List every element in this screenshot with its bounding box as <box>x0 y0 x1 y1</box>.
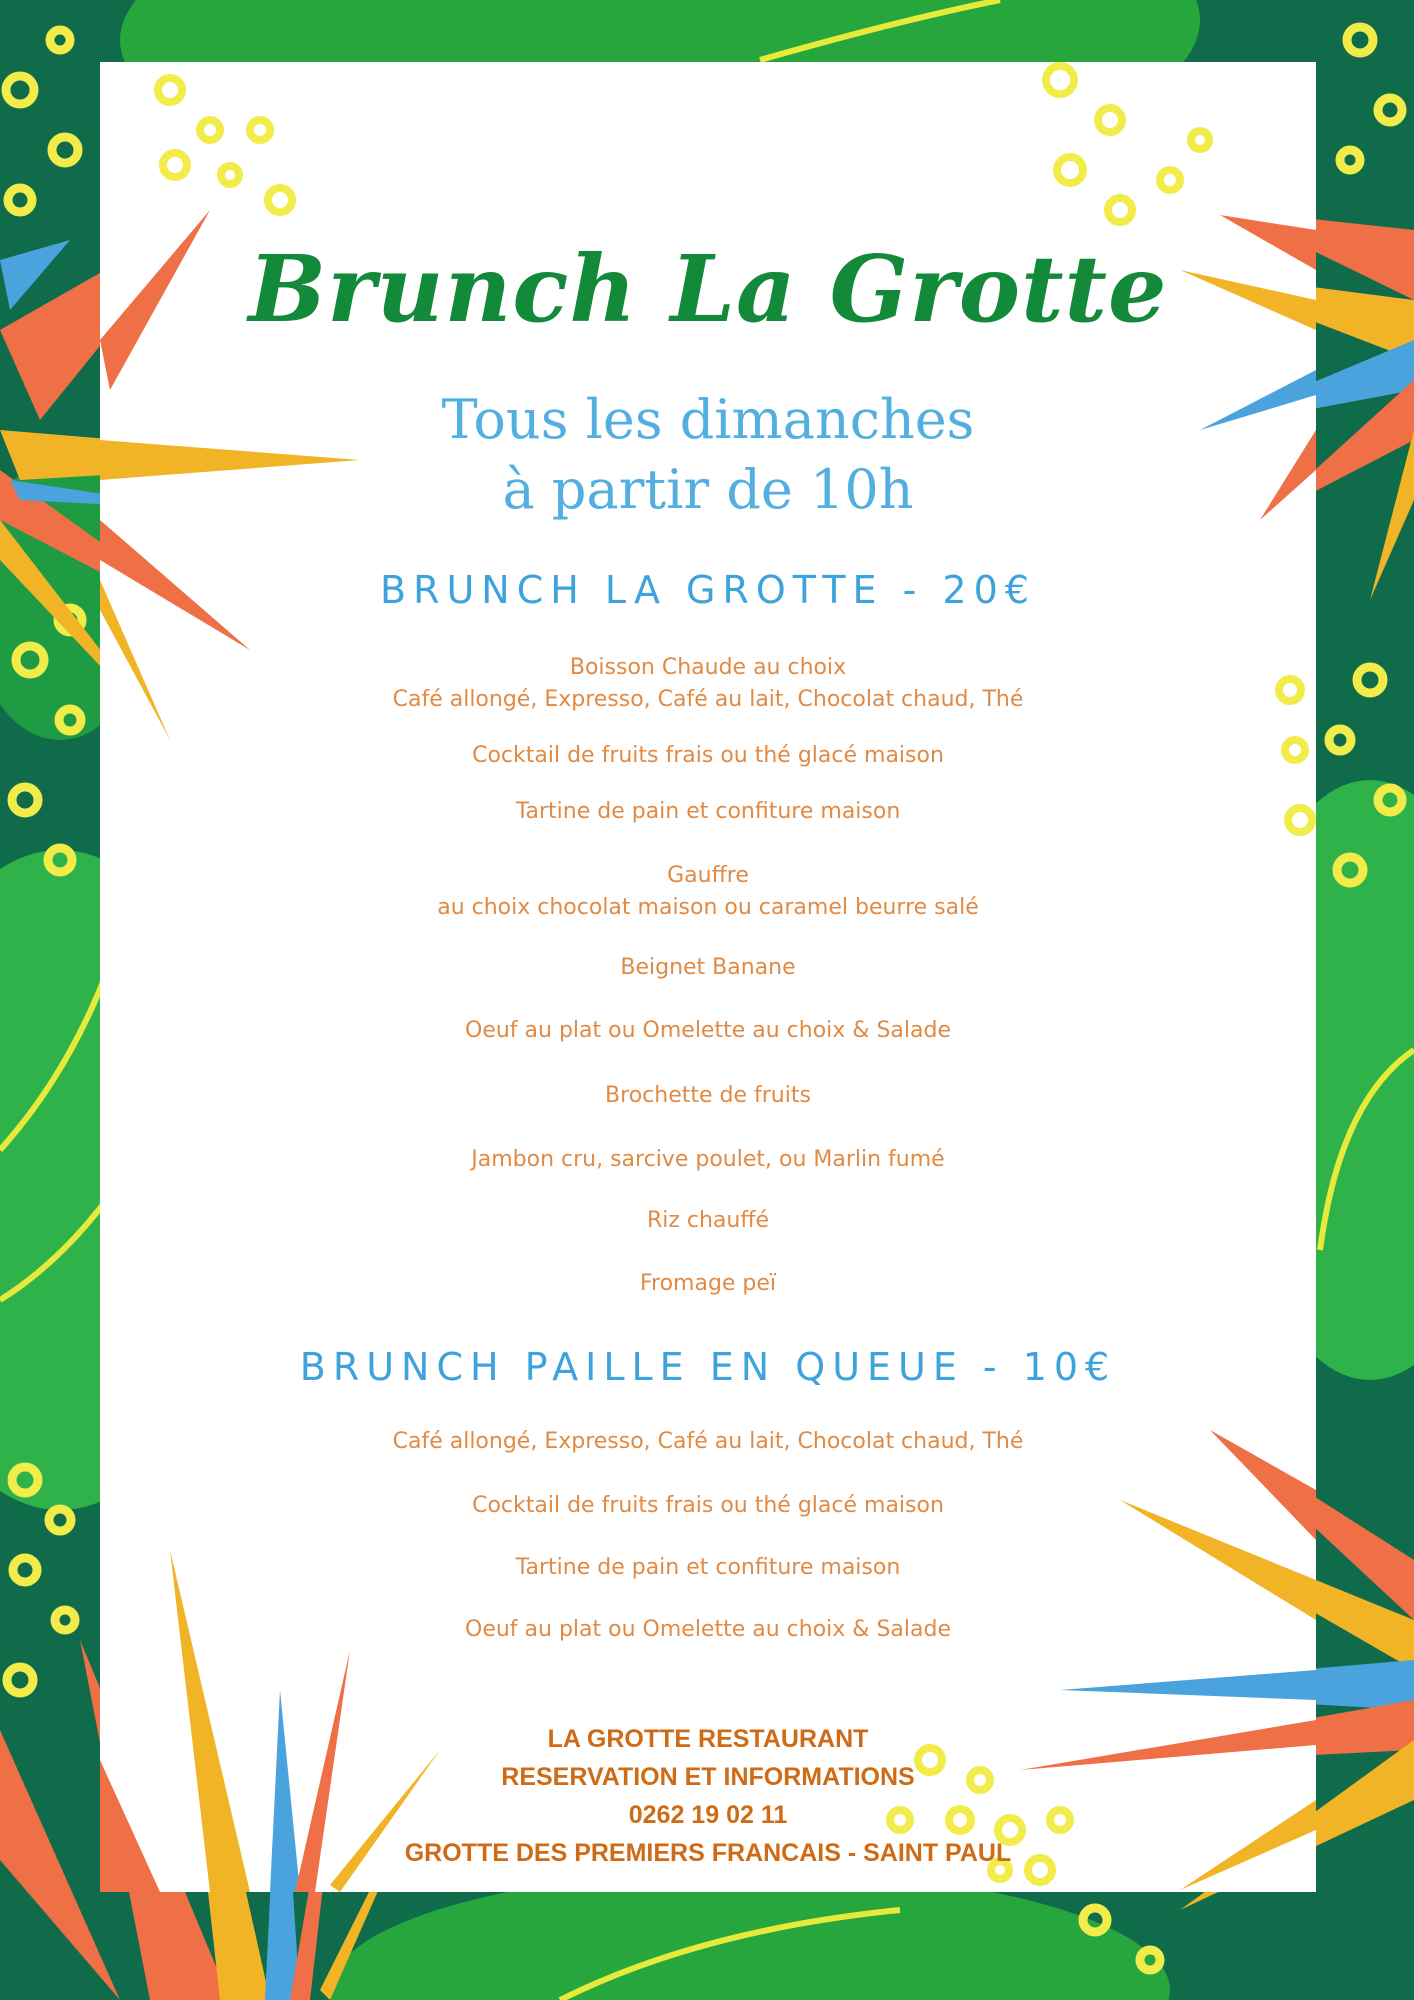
menu-item: Cocktail de fruits frais ou thé glacé maison <box>472 743 944 768</box>
footer-restaurant-name: LA GROTTE RESTAURANT <box>547 1725 869 1753</box>
menu-item: Gauffre <box>667 863 749 888</box>
menu-item: Jambon cru, sarcive poulet, ou Marlin fumé <box>471 1147 945 1172</box>
menu-item: Fromage peï <box>639 1271 777 1296</box>
menu-title: Brunch La Grotte <box>248 235 1168 343</box>
section-heading-grotte: BRUNCH LA GROTTE - 20€ <box>380 568 1036 612</box>
footer-address: GROTTE DES PREMIERS FRANCAIS - SAINT PAUL <box>404 1839 1012 1867</box>
menu-item: Tartine de pain et confiture maison <box>515 1555 901 1580</box>
menu-item: Riz chauffé <box>646 1208 770 1233</box>
menu-item: Café allongé, Expresso, Café au lait, Chocolat chaud, Thé <box>392 687 1024 712</box>
menu-item: Cocktail de fruits frais ou thé glacé maison <box>472 1493 944 1518</box>
footer-phone: 0262 19 02 11 <box>628 1801 788 1829</box>
subtitle-line-1: Tous les dimanches <box>441 388 975 451</box>
menu-item: Oeuf au plat ou Omelette au choix & Salade <box>465 1018 951 1043</box>
subtitle-line-2: à partir de 10h <box>502 458 914 521</box>
menu-item: Boisson Chaude au choix <box>569 655 847 680</box>
menu-item: Brochette de fruits <box>605 1083 811 1108</box>
menu-item: au choix chocolat maison ou caramel beurre salé <box>437 895 979 920</box>
menu-item: Beignet Banane <box>620 955 796 980</box>
footer-reservation-label: RESERVATION ET INFORMATIONS <box>501 1763 915 1791</box>
menu-item: Café allongé, Expresso, Café au lait, Chocolat chaud, Thé <box>392 1429 1024 1454</box>
section-heading-paille-en-queue: BRUNCH PAILLE EN QUEUE - 10€ <box>299 1345 1117 1389</box>
menu-item: Tartine de pain et confiture maison <box>515 799 901 824</box>
menu-item: Oeuf au plat ou Omelette au choix & Salade <box>465 1617 951 1642</box>
